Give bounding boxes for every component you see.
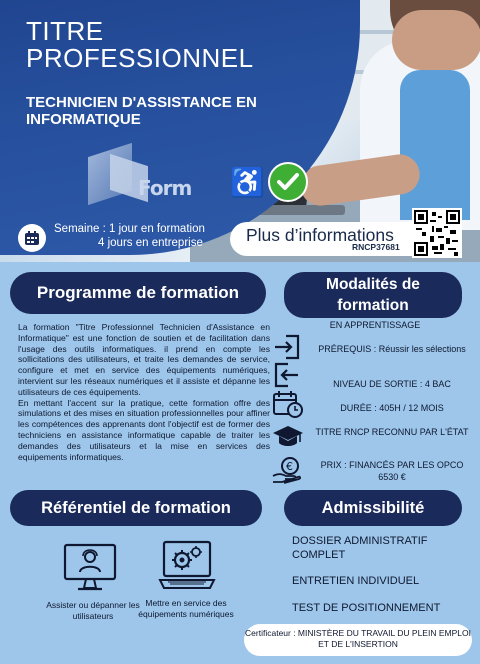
programme-paragraph-1: La formation "Titre Professionnel Technicien d'Assistance en Informatique" est une fonction de soutien et de facilitation dans l'usage des outils informatiques. il prend en compte les sollicitations des utilisateurs, et traite les demandes de service, configure et met en service des équipements numériques, intervient sur les réseaux numériques et il assiste et dépanne les utilisateurs de ces équipements. xyxy=(18,322,270,397)
schedule-line-1: Semaine : 1 jour en formation xyxy=(54,223,205,235)
wheelchair-icon: ♿ xyxy=(230,167,265,198)
modalites-heading-line-2: formation xyxy=(337,297,409,314)
page-subtitle: TECHNICIEN D'ASSISTANCE EN INFORMATIQUE xyxy=(26,94,257,128)
schedule-line-2: 4 jours en entreprise xyxy=(98,237,203,249)
admissibilite-item: ENTRETIEN INDIVIDUEL xyxy=(292,575,420,587)
title-line-2: PROFESSIONNEL xyxy=(26,43,254,73)
referentiel-card-label: Mettre en service des équipements numériques xyxy=(138,598,234,619)
calendar-icon xyxy=(18,224,46,252)
page-title xyxy=(26,18,254,72)
qr-code-icon[interactable] xyxy=(412,208,462,258)
photo-person-shirt xyxy=(400,70,470,220)
referentiel-heading: Référentiel de formation xyxy=(10,490,262,526)
referentiel-card-label: Assister ou dépanner les utilisateurs xyxy=(46,600,140,621)
modalites-heading-line-1: Modalités de xyxy=(326,276,420,293)
admissibilite-item: TEST DE POSITIONNEMENT xyxy=(292,602,441,614)
programme-paragraph-2: En mettant l'accent sur la pratique, cette formation offre des simulations et des mises en situation professionnelles pour affiner les compétences des apprenants dont l'objectif est de former des techniciens en assistance informatique capable de traiter les demandes des utilisateurs et la mise en services des equipements informatiques. xyxy=(18,397,270,462)
certificateur-badge: Certificateur : MINISTÈRE DU TRAVAIL DU PLEIN EMPLOI ET DE L'INSERTION xyxy=(244,624,472,656)
brand-logo xyxy=(80,146,195,211)
support-monitor-icon xyxy=(62,542,118,594)
admissibilite-heading: Admissibilité xyxy=(284,490,462,526)
schedule-text xyxy=(54,222,205,250)
svg-text:€: € xyxy=(286,460,293,473)
admissibilite-item: DOSSIER ADMINISTRATIF COMPLET xyxy=(292,535,428,561)
graduation-cap-icon xyxy=(272,424,304,452)
modalite-text: NIVEAU DE SORTIE : 4 BAC xyxy=(333,379,451,389)
calendar-clock-icon xyxy=(272,390,304,418)
login-arrow-icon xyxy=(272,334,304,362)
logo-text: Form xyxy=(138,176,192,200)
programme-heading: Programme de formation xyxy=(10,272,266,314)
modalite-text: PRÉREQUIS : Réussir les sélections xyxy=(318,344,466,354)
modalite-text: TITRE RNCP RECONNU PAR L'ÉTAT xyxy=(315,427,469,437)
modalite-text: DURÉE : 405H / 12 MOIS xyxy=(340,403,444,413)
programme-description xyxy=(18,322,270,462)
logout-arrow-icon xyxy=(272,362,304,390)
rncp-code: RNCP37681 xyxy=(352,242,400,252)
euro-hand-icon xyxy=(272,456,304,484)
laptop-gears-icon xyxy=(158,540,216,592)
title-line-1: TITRE xyxy=(26,16,104,46)
photo-person-face xyxy=(392,10,480,70)
modalites-heading xyxy=(284,272,462,318)
modalite-text: PRIX : FINANCÉS PAR LES OPCO 6530 € xyxy=(320,460,464,482)
more-info-label[interactable]: Plus d’informations xyxy=(246,225,394,245)
apprentissage-label: EN APPRENTISSAGE xyxy=(329,320,421,330)
checkmark-icon xyxy=(268,162,308,202)
